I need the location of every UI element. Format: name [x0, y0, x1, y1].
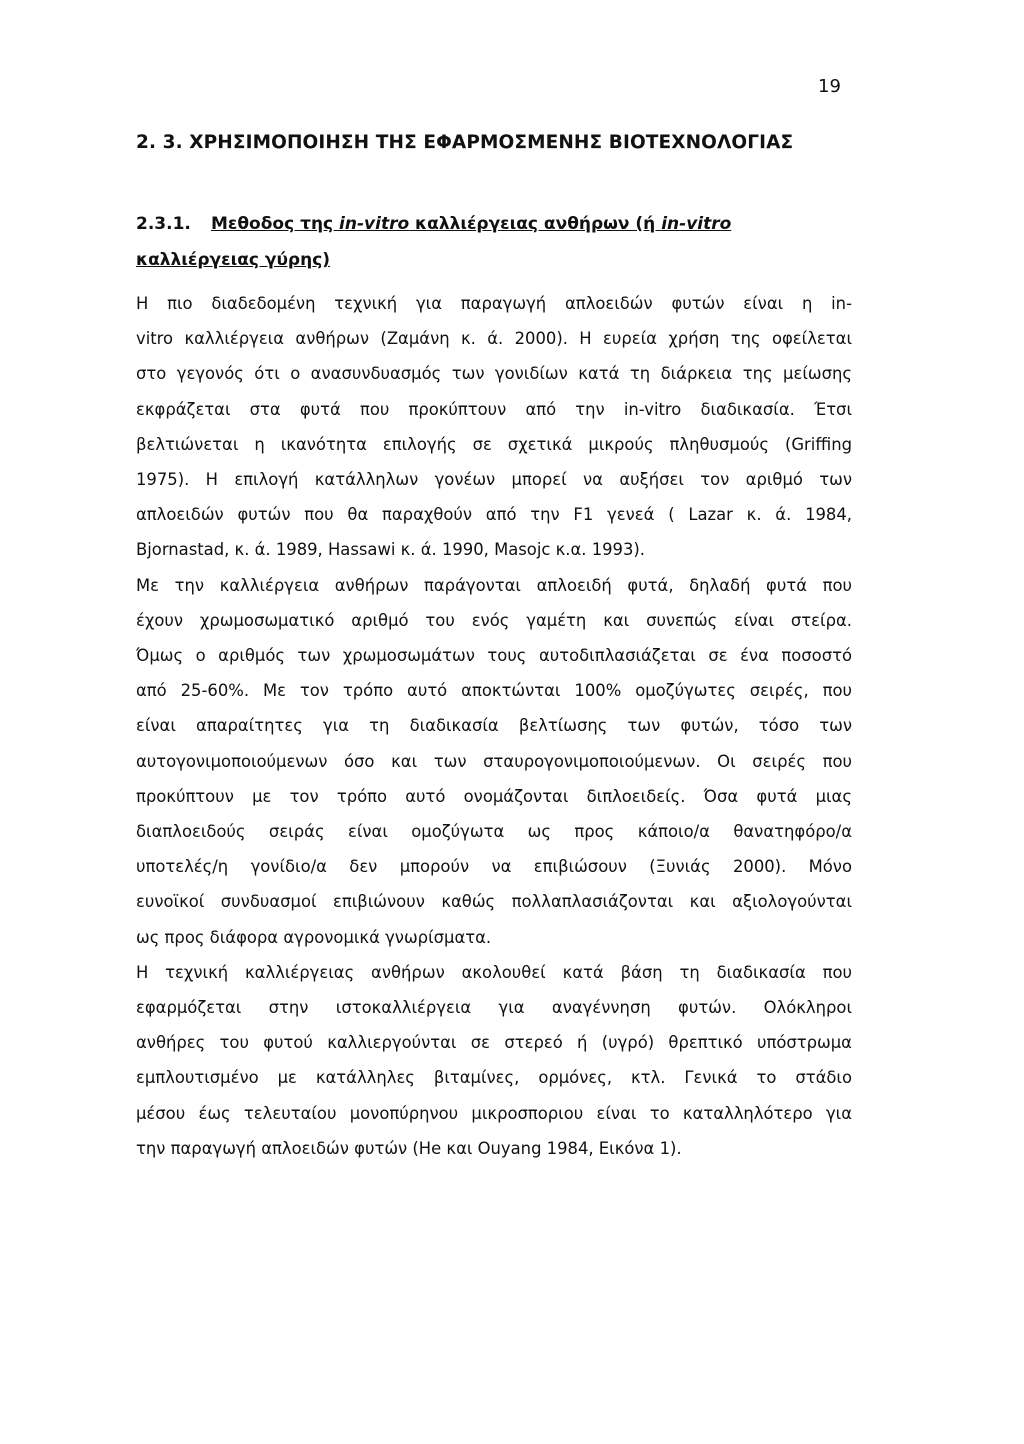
text-line: μέσου έως τελευταίου μονοπύρηνου μικροσποριου είναι το καταλληλότερο για — [136, 1103, 852, 1123]
text-line: εκφράζεται στα φυτά που προκύπτουν από την in-vitro διαδικασία. Έτσι — [136, 399, 852, 419]
section-heading: 2. 3. ΧΡΗΣΙΜΟΠΟΙΗΣΗ ΤΗΣ ΕΦΑΡΜΟΣΜΕΝΗΣ ΒΙΟΤΕΧΝΟΛΟΓΙΑΣ — [136, 132, 794, 153]
subsection-number: 2.3.1. — [136, 214, 191, 234]
text-line: εφαρμόζεται στην ιστοκαλλιέργεια για αναγέννηση φυτών. Ολόκληροι — [136, 998, 852, 1018]
text-line: βελτιώνεται η ικανότητα επιλογής σε σχετικά μικρούς πληθυσμούς (Griffing — [136, 434, 852, 454]
text-line: απλοειδών φυτών που θα παραχθούν από την F1 γενεά ( Lazar κ. ά. 1984, — [136, 505, 852, 525]
subsection-title-italic-1: in-vitro — [339, 214, 410, 234]
text-line: εμπλουτισμένο με κατάλληλες βιταμίνες, ορμόνες, κτλ. Γενικά το στάδιο — [136, 1068, 852, 1088]
text-line: είναι απαραίτητες για τη διαδικασία βελτίωσης των φυτών, τόσο των — [136, 716, 852, 736]
subsection-title-text-3: καλλιέργειας γύρης) — [136, 250, 331, 270]
subsection-title-text-2: καλλιέργειας ανθήρων (ή — [409, 214, 662, 234]
text-line: vitro καλλιέργεια ανθήρων (Ζαμάνη κ. ά. 2000). Η ευρεία χρήση της οφείλεται — [136, 329, 852, 349]
page-number: 19 — [818, 76, 841, 97]
subsection-heading — [136, 206, 856, 278]
text-line: ως προς διάφορα αγρονομικά γνωρίσματα. — [136, 927, 492, 947]
text-line: στο γεγονός ότι ο ανασυνδυασμός των γονιδίων κατά τη διάρκεια της μείωσης — [136, 364, 852, 384]
text-line: Η τεχνική καλλιέργειας ανθήρων ακολουθεί κατά βάση τη διαδικασία που — [136, 962, 852, 982]
text-line: την παραγωγή απλοειδών φυτών (He και Ouyang 1984, Εικόνα 1). — [136, 1138, 682, 1158]
text-line: υποτελές/η γονίδιο/α δεν μπορούν να επιβιώσουν (Ξυνιάς 2000). Μόνο — [136, 857, 852, 877]
text-line: Όμως ο αριθμός των χρωμοσωμάτων τους αυτοδιπλασιάζεται σε ένα ποσοστό — [136, 646, 852, 666]
text-line: Με την καλλιέργεια ανθήρων παράγονται απλοειδή φυτά, δηλαδή φυτά που — [136, 575, 852, 595]
subsection-title-italic-2: in-vitro — [661, 214, 732, 234]
subsection-title-text-1: Μεθοδος της — [211, 214, 340, 234]
text-line: από 25-60%. Με τον τρόπο αυτό αποκτώνται 100% ομοζύγωτες σειρές, που — [136, 681, 852, 701]
text-line: έχουν χρωμοσωματικό αριθμό του ενός γαμέτη και συνεπώς είναι στείρα. — [136, 610, 852, 630]
text-line: 1975). Η επιλογή κατάλληλων γονέων μπορεί να αυξήσει τον αριθμό των — [136, 470, 852, 490]
subsection-title — [136, 214, 731, 270]
text-line: αυτογονιμοποιούμενων όσο και των σταυρογονιμοποιούμενων. Οι σειρές που — [136, 751, 852, 771]
text-line: προκύπτουν με τον τρόπο αυτό ονομάζονται διπλοειδείς. Όσα φυτά μιας — [136, 786, 852, 806]
text-line: διαπλοειδούς σειράς είναι ομοζύγωτα ως προς κάποιο/α θανατηφόρο/α — [136, 822, 852, 842]
text-line: ανθήρες του φυτού καλλιεργούνται σε στερεό ή (υγρό) θρεπτικό υπόστρωμα — [136, 1033, 852, 1053]
body-text — [136, 286, 852, 1166]
text-line: Bjornastad, κ. ά. 1989, Hassawi κ. ά. 1990, Masojc κ.α. 1993). — [136, 540, 646, 560]
text-line: ευνοϊκοί συνδυασμοί επιβιώνουν καθώς πολλαπλασιάζονται και αξιολογούνται — [136, 892, 852, 912]
text-line: Η πιο διαδεδομένη τεχνική για παραγωγή απλοειδών φυτών είναι η in- — [136, 294, 852, 313]
